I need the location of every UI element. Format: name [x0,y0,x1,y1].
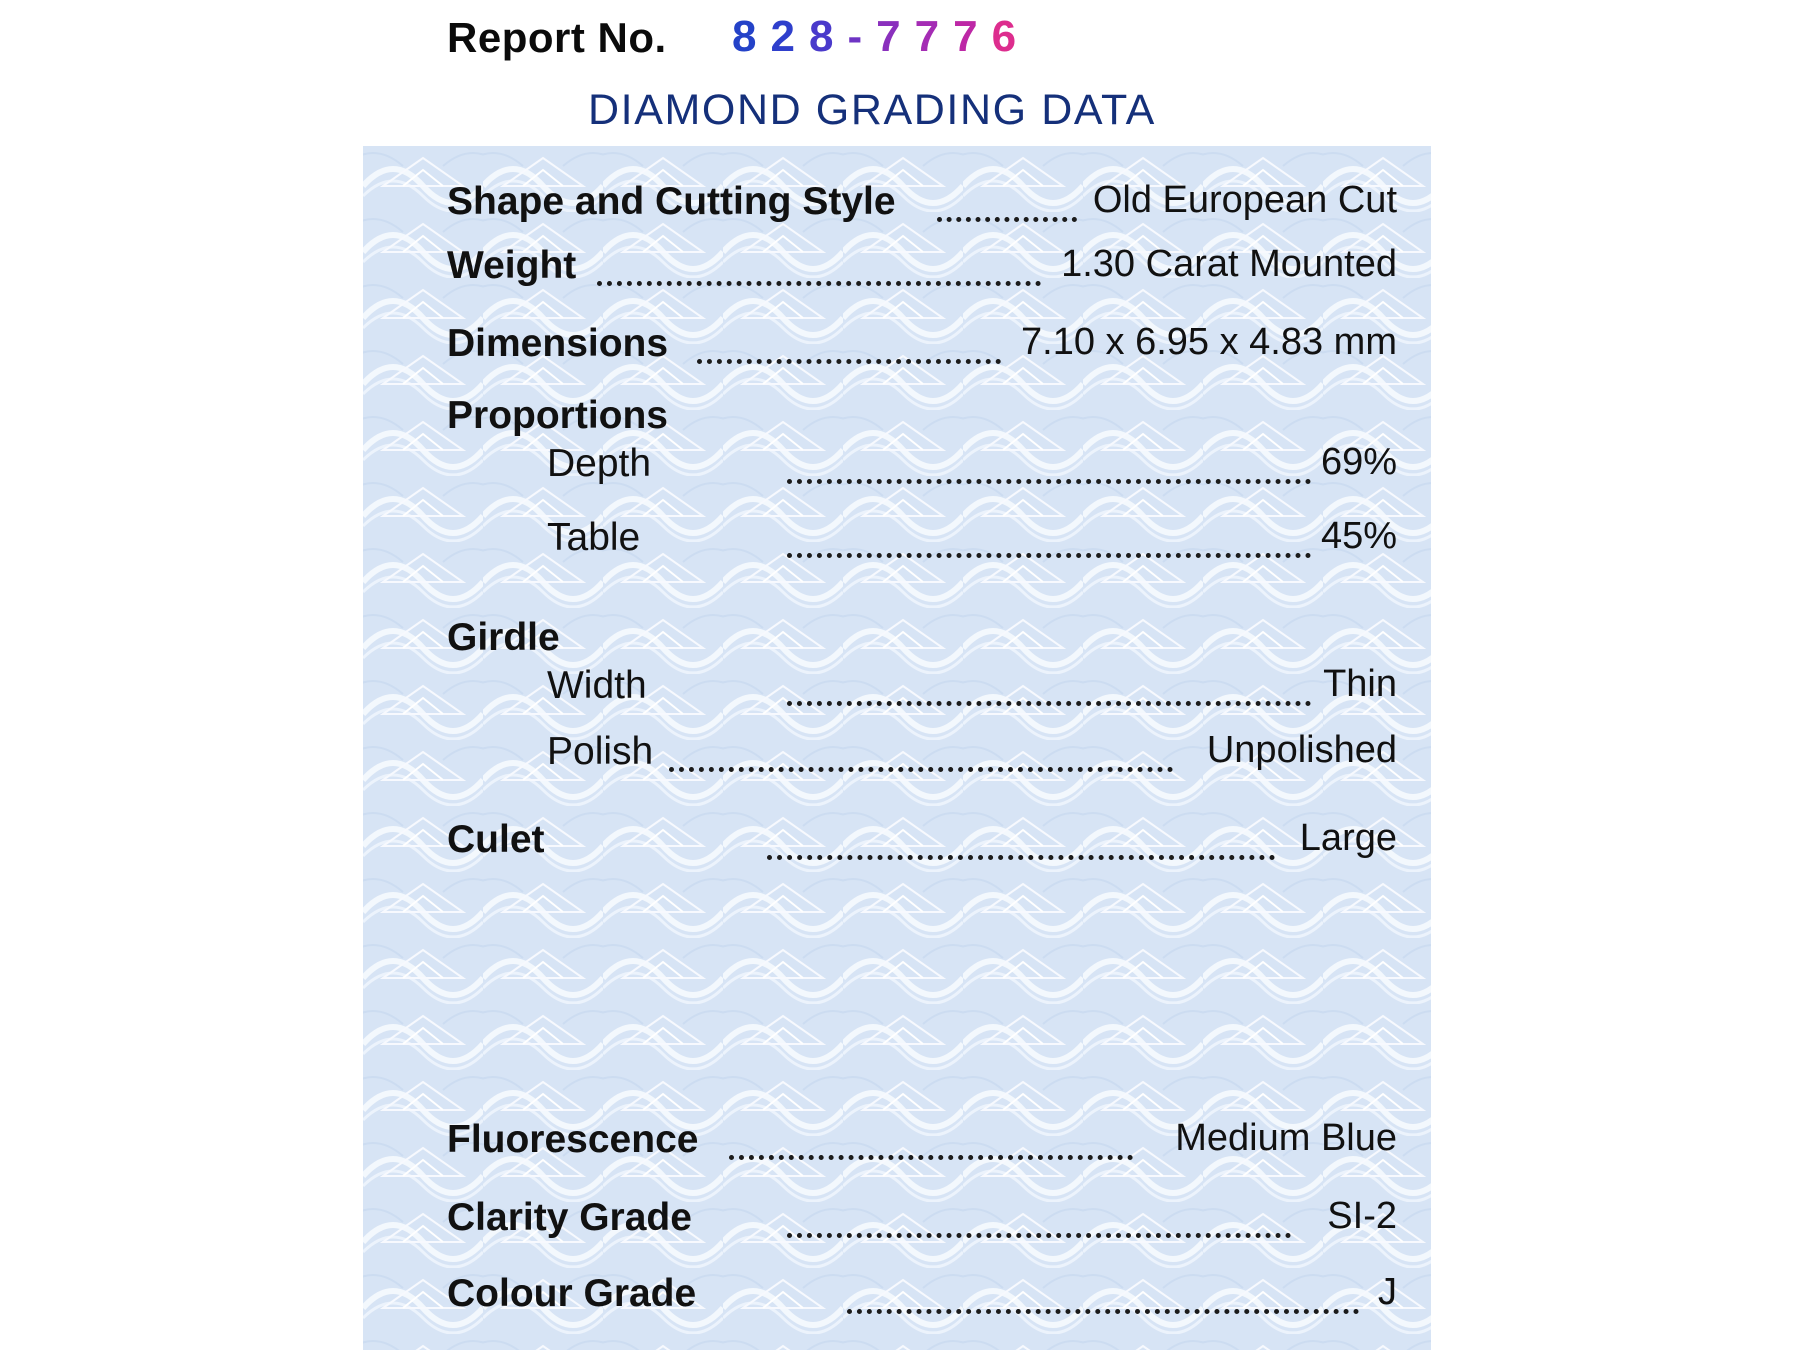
row-dimensions [447,316,1397,366]
row-weight [447,238,1397,288]
grading-data-panel [363,146,1431,1350]
leader-dots [669,767,1173,772]
weight-value: 1.30 Carat Mounted [1061,243,1397,285]
leader-dots [787,553,1311,558]
leader-dots [847,1309,1359,1314]
clarity-value: SI-2 [1327,1195,1397,1237]
proportions-heading: Proportions [447,394,668,437]
leader-dots [697,359,1001,364]
report-number-char: 7 [876,12,915,61]
row-clarity [447,1190,1397,1240]
colour-label: Colour Grade [447,1272,697,1315]
row-colour [447,1266,1397,1316]
report-number-char: 2 [770,12,809,61]
report-number-char: 8 [732,12,771,61]
culet-label: Culet [447,818,545,861]
table-label: Table [547,516,641,559]
report-number-line [447,12,1031,64]
row-culet [447,812,1397,862]
fluorescence-label: Fluorescence [447,1118,699,1161]
report-number-char: 8 [808,12,848,61]
girdle-polish-label: Polish [547,730,654,773]
row-fluorescence [447,1112,1397,1162]
leader-dots [787,479,1311,484]
dimensions-value: 7.10 x 6.95 x 4.83 mm [1021,321,1397,363]
row-girdle-polish [547,724,1397,774]
document-title: DIAMOND GRADING DATA [588,86,1156,134]
colour-value: J [1378,1271,1397,1313]
leader-dots [787,701,1311,706]
report-number-char: 7 [953,12,992,61]
girdle-width-value: Thin [1323,663,1397,705]
shape-label: Shape and Cutting Style [447,180,896,223]
report-number-label: Report No. [447,14,667,61]
leader-dots [937,217,1077,222]
weight-label: Weight [447,244,577,287]
leader-dots [787,1233,1291,1238]
row-shape [447,174,1397,224]
report-number-value [732,12,1030,62]
report-number-char: 6 [991,12,1031,61]
row-table [547,510,1397,560]
girdle-width-label: Width [547,664,647,707]
clarity-label: Clarity Grade [447,1196,692,1239]
shape-value: Old European Cut [1092,179,1397,221]
leader-dots [597,281,1041,286]
report-number-char: 7 [914,12,954,61]
table-value: 45% [1320,515,1397,557]
leader-dots [767,855,1275,860]
girdle-polish-value: Unpolished [1206,729,1397,771]
leader-dots [729,1155,1133,1160]
report-number-char: - [847,12,877,61]
depth-value: 69% [1320,441,1397,483]
row-depth [547,436,1397,486]
depth-label: Depth [547,442,652,485]
dimensions-label: Dimensions [447,322,669,365]
fluorescence-value: Medium Blue [1175,1117,1397,1159]
row-girdle-width [547,658,1397,708]
girdle-heading: Girdle [447,616,560,659]
culet-value: Large [1299,817,1397,859]
